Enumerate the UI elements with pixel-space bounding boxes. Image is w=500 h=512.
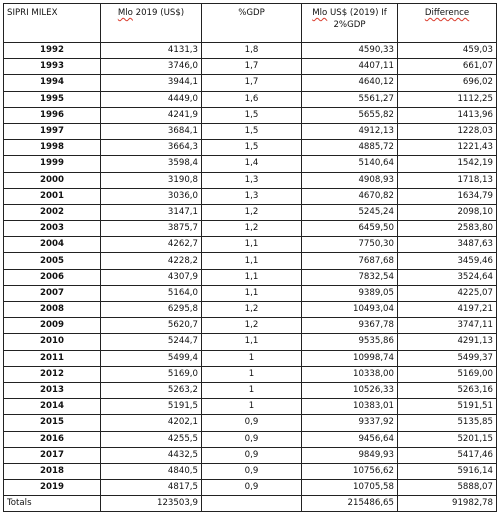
difference-cell[interactable]: 3459,46	[398, 253, 497, 269]
gdp-percent-cell[interactable]: 1,1	[202, 269, 302, 285]
difference-cell[interactable]: 696,02	[398, 75, 497, 91]
header-mlo-if-2pct[interactable]: Mlo US$ (2019) If 2%GDP	[302, 4, 398, 43]
mlo-if-2pct-cell[interactable]: 10338,00	[302, 366, 398, 382]
mlo-if-2pct-cell[interactable]: 4640,12	[302, 75, 398, 91]
table-row	[4, 269, 497, 285]
year-cell[interactable]: 1992	[4, 43, 101, 59]
table-row	[4, 480, 497, 496]
mlo-2019-cell[interactable]: 4262,7	[101, 237, 202, 253]
mlo-if-2pct-cell[interactable]: 4407,11	[302, 59, 398, 75]
year-cell[interactable]: 2008	[4, 302, 101, 318]
difference-cell[interactable]: 1228,03	[398, 123, 497, 139]
totals-label[interactable]: Totals	[4, 496, 101, 512]
table-row	[4, 399, 497, 415]
mlo-2019-cell[interactable]: 4432,5	[101, 447, 202, 463]
difference-cell[interactable]: 1634,79	[398, 188, 497, 204]
year-cell[interactable]: 2009	[4, 318, 101, 334]
mlo-2019-cell[interactable]: 4307,9	[101, 269, 202, 285]
table-row	[4, 334, 497, 350]
mlo-if-2pct-cell[interactable]: 10526,33	[302, 382, 398, 398]
difference-cell[interactable]: 1221,43	[398, 140, 497, 156]
mlo-if-2pct-cell[interactable]: 7750,30	[302, 237, 398, 253]
gdp-percent-cell[interactable]: 1	[202, 382, 302, 398]
difference-cell[interactable]: 5169,00	[398, 366, 497, 382]
year-cell[interactable]: 2005	[4, 253, 101, 269]
mlo-2019-cell[interactable]: 4131,3	[101, 43, 202, 59]
mlo-2019-cell[interactable]: 4449,0	[101, 91, 202, 107]
year-cell[interactable]: 2004	[4, 237, 101, 253]
difference-cell[interactable]: 1718,13	[398, 172, 497, 188]
difference-cell[interactable]: 5263,16	[398, 382, 497, 398]
mlo-if-2pct-cell[interactable]: 10705,58	[302, 480, 398, 496]
table-row	[4, 107, 497, 123]
totals-difference[interactable]: 91982,78	[398, 496, 497, 512]
difference-cell[interactable]: 5417,46	[398, 447, 497, 463]
gdp-percent-cell[interactable]: 1,7	[202, 59, 302, 75]
header-sipri-milex[interactable]: SIPRI MILEX	[4, 4, 101, 43]
mlo-2019-cell[interactable]: 5164,0	[101, 285, 202, 301]
mlo-2019-cell[interactable]: 4228,2	[101, 253, 202, 269]
gdp-percent-cell[interactable]: 1,6	[202, 91, 302, 107]
mlo-if-2pct-cell[interactable]: 9389,05	[302, 285, 398, 301]
gdp-percent-cell[interactable]: 1,1	[202, 253, 302, 269]
data-rows	[4, 43, 497, 496]
table-row	[4, 43, 497, 59]
mlo-2019-cell[interactable]: 4202,1	[101, 415, 202, 431]
year-cell[interactable]: 1997	[4, 123, 101, 139]
gdp-percent-cell[interactable]: 1,7	[202, 75, 302, 91]
mlo-2019-cell[interactable]: 4817,5	[101, 480, 202, 496]
gdp-percent-cell[interactable]: 1,2	[202, 221, 302, 237]
gdp-percent-cell[interactable]: 1,1	[202, 237, 302, 253]
gdp-percent-cell[interactable]: 1,3	[202, 172, 302, 188]
gdp-percent-cell[interactable]: 1,2	[202, 302, 302, 318]
difference-cell[interactable]: 5499,37	[398, 350, 497, 366]
mlo-if-2pct-cell[interactable]: 4590,33	[302, 43, 398, 59]
table-row	[4, 318, 497, 334]
mlo-if-2pct-cell[interactable]: 9337,92	[302, 415, 398, 431]
gdp-percent-cell[interactable]: 1,3	[202, 188, 302, 204]
gdp-percent-cell[interactable]: 0,9	[202, 480, 302, 496]
mlo-2019-cell[interactable]: 3036,0	[101, 188, 202, 204]
mlo-2019-cell[interactable]: 3147,1	[101, 204, 202, 220]
year-cell[interactable]: 2000	[4, 172, 101, 188]
mlo-if-2pct-cell[interactable]: 5561,27	[302, 91, 398, 107]
mlo-if-2pct-cell[interactable]: 4908,93	[302, 172, 398, 188]
mlo-2019-cell[interactable]: 3684,1	[101, 123, 202, 139]
difference-cell[interactable]: 1542,19	[398, 156, 497, 172]
year-cell[interactable]: 1998	[4, 140, 101, 156]
gdp-percent-cell[interactable]: 0,9	[202, 463, 302, 479]
spellcheck-word: Mlo	[312, 8, 328, 18]
totals-gdp-empty[interactable]	[202, 496, 302, 512]
year-cell[interactable]: 1993	[4, 59, 101, 75]
year-cell[interactable]: 2012	[4, 366, 101, 382]
year-cell[interactable]: 2013	[4, 382, 101, 398]
table-row	[4, 156, 497, 172]
mlo-if-2pct-cell[interactable]: 4912,13	[302, 123, 398, 139]
difference-cell[interactable]: 5201,15	[398, 431, 497, 447]
header-mlo-2019[interactable]: Mlo 2019 (US$)	[101, 4, 202, 43]
difference-cell[interactable]: 1112,25	[398, 91, 497, 107]
totals-mlo-if-2pct[interactable]: 215486,65	[302, 496, 398, 512]
difference-cell[interactable]: 2583,80	[398, 221, 497, 237]
gdp-percent-cell[interactable]: 1,2	[202, 204, 302, 220]
table-row	[4, 382, 497, 398]
year-cell[interactable]: 2001	[4, 188, 101, 204]
totals-mlo-2019[interactable]: 123503,9	[101, 496, 202, 512]
year-cell[interactable]: 1996	[4, 107, 101, 123]
table-row	[4, 123, 497, 139]
difference-cell[interactable]: 5916,14	[398, 463, 497, 479]
difference-cell[interactable]: 2098,10	[398, 204, 497, 220]
mlo-2019-cell[interactable]: 4840,5	[101, 463, 202, 479]
difference-cell[interactable]: 661,07	[398, 59, 497, 75]
difference-cell[interactable]: 3487,63	[398, 237, 497, 253]
mlo-2019-cell[interactable]: 5191,5	[101, 399, 202, 415]
year-cell[interactable]: 2006	[4, 269, 101, 285]
milex-table	[3, 3, 497, 512]
spellcheck-word: Difference	[424, 8, 470, 18]
mlo-if-2pct-cell[interactable]: 7687,68	[302, 253, 398, 269]
mlo-if-2pct-cell[interactable]: 9456,64	[302, 431, 398, 447]
mlo-2019-cell[interactable]: 5620,7	[101, 318, 202, 334]
mlo-if-2pct-cell[interactable]: 7832,54	[302, 269, 398, 285]
difference-cell[interactable]: 5191,51	[398, 399, 497, 415]
mlo-2019-cell[interactable]: 3944,1	[101, 75, 202, 91]
table-row	[4, 140, 497, 156]
totals-row	[4, 496, 497, 512]
mlo-2019-cell[interactable]: 5244,7	[101, 334, 202, 350]
header-difference[interactable]	[398, 4, 497, 43]
difference-cell[interactable]: 4225,07	[398, 285, 497, 301]
year-cell[interactable]: 1999	[4, 156, 101, 172]
year-cell[interactable]: 2014	[4, 399, 101, 415]
difference-cell[interactable]: 4291,13	[398, 334, 497, 350]
table-row	[4, 172, 497, 188]
mlo-if-2pct-cell[interactable]: 6459,50	[302, 221, 398, 237]
mlo-if-2pct-cell[interactable]: 10998,74	[302, 350, 398, 366]
year-cell[interactable]: 1995	[4, 91, 101, 107]
gdp-percent-cell[interactable]: 0,9	[202, 447, 302, 463]
gdp-percent-cell[interactable]: 1,1	[202, 285, 302, 301]
gdp-percent-cell[interactable]: 1,1	[202, 334, 302, 350]
gdp-percent-cell[interactable]: 1	[202, 350, 302, 366]
year-cell[interactable]: 2003	[4, 221, 101, 237]
mlo-if-2pct-cell[interactable]: 9849,93	[302, 447, 398, 463]
table-row	[4, 415, 497, 431]
table-row	[4, 285, 497, 301]
year-cell[interactable]: 2019	[4, 480, 101, 496]
mlo-2019-cell[interactable]: 3664,3	[101, 140, 202, 156]
table-row	[4, 75, 497, 91]
year-cell[interactable]: 1994	[4, 75, 101, 91]
header-row	[4, 4, 497, 43]
mlo-2019-cell[interactable]: 4255,5	[101, 431, 202, 447]
table-row	[4, 253, 497, 269]
gdp-percent-cell[interactable]: 1,8	[202, 43, 302, 59]
table-row	[4, 91, 497, 107]
year-cell[interactable]: 2017	[4, 447, 101, 463]
gdp-percent-cell[interactable]: 1,4	[202, 156, 302, 172]
gdp-percent-cell[interactable]: 0,9	[202, 415, 302, 431]
mlo-2019-cell[interactable]: 3875,7	[101, 221, 202, 237]
header-gdp-percent[interactable]: %GDP	[202, 4, 302, 43]
gdp-percent-cell[interactable]: 1,5	[202, 107, 302, 123]
table-row	[4, 237, 497, 253]
table-row	[4, 188, 497, 204]
table-row	[4, 431, 497, 447]
mlo-2019-cell[interactable]: 6295,8	[101, 302, 202, 318]
gdp-percent-cell[interactable]: 1,2	[202, 318, 302, 334]
table-row	[4, 463, 497, 479]
table-row	[4, 59, 497, 75]
mlo-2019-cell[interactable]: 3746,0	[101, 59, 202, 75]
mlo-if-2pct-cell[interactable]: 5245,24	[302, 204, 398, 220]
year-cell[interactable]: 2018	[4, 463, 101, 479]
table-row	[4, 447, 497, 463]
year-cell[interactable]: 2015	[4, 415, 101, 431]
gdp-percent-cell[interactable]: 1	[202, 399, 302, 415]
difference-cell[interactable]: 3524,64	[398, 269, 497, 285]
mlo-if-2pct-cell[interactable]: 10493,04	[302, 302, 398, 318]
table-row	[4, 366, 497, 382]
mlo-if-2pct-cell[interactable]: 10756,62	[302, 463, 398, 479]
year-cell[interactable]: 2010	[4, 334, 101, 350]
mlo-2019-cell[interactable]: 5263,2	[101, 382, 202, 398]
mlo-2019-cell[interactable]: 5169,0	[101, 366, 202, 382]
difference-cell[interactable]: 5888,07	[398, 480, 497, 496]
year-cell[interactable]: 2011	[4, 350, 101, 366]
mlo-if-2pct-cell[interactable]: 4885,72	[302, 140, 398, 156]
table-row	[4, 350, 497, 366]
mlo-if-2pct-cell[interactable]: 5140,64	[302, 156, 398, 172]
difference-cell[interactable]: 5135,85	[398, 415, 497, 431]
mlo-if-2pct-cell[interactable]: 10383,01	[302, 399, 398, 415]
mlo-2019-cell[interactable]: 5499,4	[101, 350, 202, 366]
mlo-2019-cell[interactable]: 3190,8	[101, 172, 202, 188]
table-row	[4, 302, 497, 318]
difference-cell[interactable]: 459,03	[398, 43, 497, 59]
gdp-percent-cell[interactable]: 0,9	[202, 431, 302, 447]
table-row	[4, 204, 497, 220]
mlo-if-2pct-cell[interactable]: 9535,86	[302, 334, 398, 350]
table-row	[4, 221, 497, 237]
difference-cell[interactable]: 1413,96	[398, 107, 497, 123]
gdp-percent-cell[interactable]: 1,5	[202, 140, 302, 156]
spellcheck-word: Mlo	[117, 8, 133, 18]
year-cell[interactable]: 2002	[4, 204, 101, 220]
gdp-percent-cell[interactable]: 1	[202, 366, 302, 382]
mlo-if-2pct-cell[interactable]: 9367,78	[302, 318, 398, 334]
year-cell[interactable]: 2016	[4, 431, 101, 447]
mlo-if-2pct-cell[interactable]: 4670,82	[302, 188, 398, 204]
difference-cell[interactable]: 4197,21	[398, 302, 497, 318]
mlo-2019-cell[interactable]: 3598,4	[101, 156, 202, 172]
mlo-if-2pct-cell[interactable]: 5655,82	[302, 107, 398, 123]
year-cell[interactable]: 2007	[4, 285, 101, 301]
gdp-percent-cell[interactable]: 1,5	[202, 123, 302, 139]
difference-cell[interactable]: 3747,11	[398, 318, 497, 334]
mlo-2019-cell[interactable]: 4241,9	[101, 107, 202, 123]
